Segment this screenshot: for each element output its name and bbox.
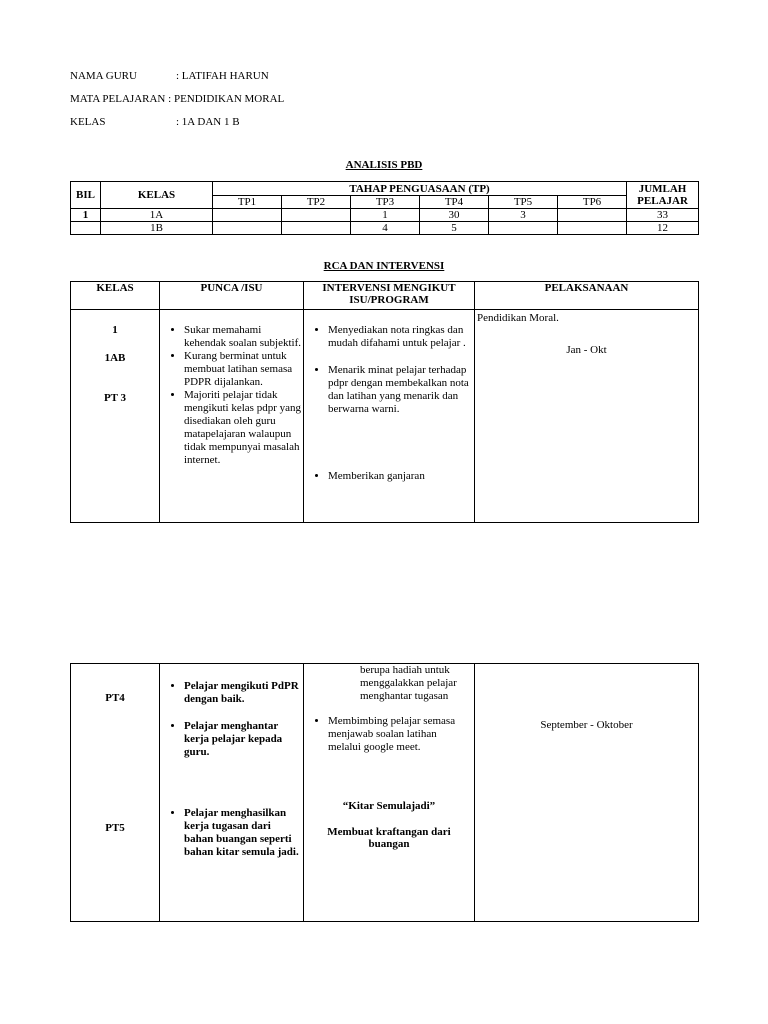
rca-title: RCA DAN INTERVENSI [323,260,445,272]
table-row [71,222,699,235]
rca-kelas-cell [71,310,160,523]
pbd-header-tp: TP6 [558,196,627,209]
pbd-title: ANALISIS PBD [345,159,423,171]
pbd-cell-tp [282,209,351,222]
guru-label: NAMA GURU [70,70,137,82]
pbd-cell-jumlah: 12 [627,222,699,235]
list-item: • Pelajar menghasilkan kerja tugasan dari bahan buangan seperti bahan kitar semula jadi. [184,807,301,859]
rca2-pelaksanaan-period: September - Oktober [540,719,633,731]
rca-header-pelaksanaan: PELAKSANAAN [475,282,699,310]
pbd-cell-bil [71,222,101,235]
kelas-value: : 1A DAN 1 B [176,116,240,128]
list-item: • Membimbing pelajar semasa menjawab soalan latihan melalui google meet. [328,715,472,754]
pbd-cell-tp [489,222,558,235]
list-item: • Sukar memahami kehendak soalan subjektif. [184,324,301,350]
list-item: • Menarik minat pelajar terhadap pdpr dengan membekalkan nota dan latihan yang menarik dan berwarna warni. [328,364,472,416]
rca2-intervensi-cell [304,664,475,922]
pbd-cell-tp [213,209,282,222]
kelas-label: KELAS [70,116,106,128]
rca-kelas-pt3: PT 3 [103,392,127,404]
pbd-cell-tp [282,222,351,235]
rca-table [70,281,699,523]
pbd-cell-tp: 5 [420,222,489,235]
rca2-kelas-cell [71,664,160,922]
rca-header-kelas: KELAS [71,282,160,310]
rca2-program-desc: Membuat kraftangan dari buangan [327,826,451,850]
list-item: • Menyediakan nota ringkas dan mudah difahami untuk pelajar . [328,324,472,350]
info-kelas [70,115,240,129]
pbd-header-tp: TP5 [489,196,558,209]
list-item: • Memberikan ganjaran [328,470,472,483]
list-item: • Majoriti pelajar tidak mengikuti kelas pdpr yang disediakan oleh guru matapelajaran walaupun tidak mempunyai masalah internet. [184,389,301,467]
rca2-pt5: PT5 [105,822,125,834]
rca-header-punca: PUNCA /ISU [160,282,304,310]
pbd-header-bil: BIL [71,182,101,209]
rca-punca-cell [160,310,304,523]
pbd-cell-tp: 30 [420,209,489,222]
pbd-cell-jumlah: 33 [627,209,699,222]
pbd-header-tp: TP1 [213,196,282,209]
table-row [71,209,699,222]
pbd-header-kelas: KELAS [101,182,213,209]
rca-pelaksanaan-subject: Pendidikan Moral. [477,312,559,324]
rca-kelas-1: 1 [112,324,118,336]
pbd-cell-tp [558,222,627,235]
pbd-cell-kelas: 1B [101,222,213,235]
table-row [71,310,699,523]
pbd-cell-tp: 1 [351,209,420,222]
pbd-header-tp: TP2 [282,196,351,209]
pbd-cell-tp [213,222,282,235]
rca2-intervensi-continued: berupa hadiah untuk menggalakkan pelajar menghantar tugasan [360,664,457,702]
list-item: • Pelajar mengikuti PdPR dengan baik. [184,680,301,706]
rca2-pt4: PT4 [105,692,125,704]
mp-value: : PENDIDIKAN MORAL [168,93,285,105]
pbd-cell-tp: 3 [489,209,558,222]
list-item: • Kurang berminat untuk membuat latihan semasa PDPR dijalankan. [184,350,301,389]
rca2-pelaksanaan-cell [475,664,699,922]
rca-intervensi-cell [304,310,475,523]
rca-header-intervensi: INTERVENSI MENGIKUT ISU/PROGRAM [304,282,475,310]
mp-label: MATA PELAJARAN [70,93,166,105]
rca2-program-title: “Kitar Semulajadi” [342,800,436,812]
pbd-header-tp: TP4 [420,196,489,209]
pbd-cell-bil: 1 [71,209,101,222]
info-mata-pelajaran [70,92,284,106]
pbd-header-jumlah: JUMLAH PELAJAR [627,182,699,209]
pbd-cell-kelas: 1A [101,209,213,222]
table-row [71,664,699,922]
info-guru [70,69,269,83]
list-item: • Pelajar menghantar kerja pelajar kepada guru. [184,720,301,759]
pbd-table [70,181,699,235]
pbd-header-tp: TP3 [351,196,420,209]
rca-kelas-1ab: 1AB [104,352,126,364]
rca-continuation-table [70,663,699,922]
pbd-header-tahap: TAHAP PENGUASAAN (TP) [213,182,627,196]
rca2-punca-cell [160,664,304,922]
rca-pelaksanaan-period: Jan - Okt [566,344,607,356]
rca-pelaksanaan-cell [475,310,699,523]
guru-value: : LATIFAH HARUN [176,70,269,82]
pbd-cell-tp [558,209,627,222]
pbd-cell-tp: 4 [351,222,420,235]
